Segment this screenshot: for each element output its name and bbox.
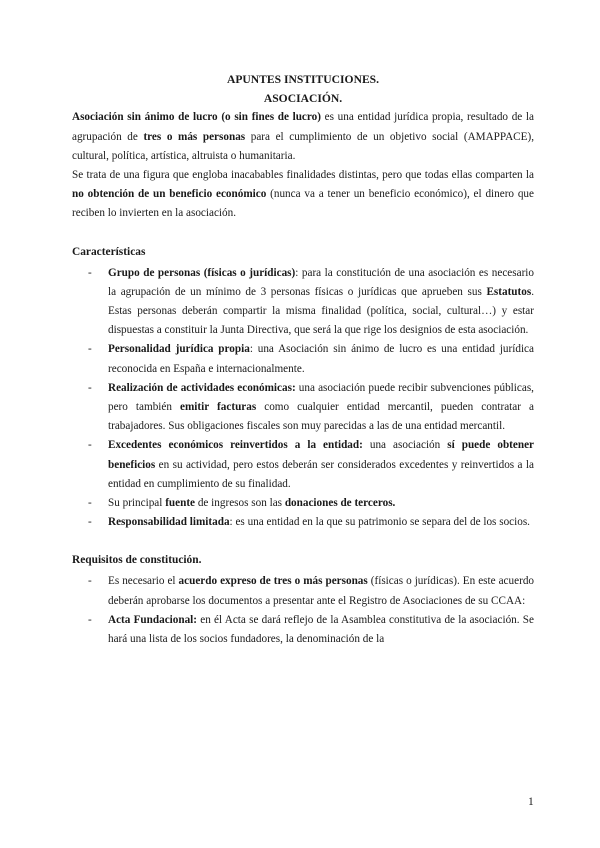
list-item xyxy=(72,611,534,649)
list-dash: - xyxy=(88,497,92,510)
list-dash: - xyxy=(88,381,92,394)
list-dash: - xyxy=(88,516,92,529)
list-item xyxy=(72,264,534,341)
section-heading-requisitos: Requisitos de constitución. xyxy=(72,554,202,567)
intro-paragraph-1 xyxy=(72,108,534,166)
intro-text: es una entidad jurídica propia, resultado de la agrupación de xyxy=(72,111,535,143)
list-dash: - xyxy=(88,439,92,452)
intro-emphasis: tres o más personas xyxy=(143,130,246,143)
list-item-text: como cualquier entidad mercantil, pueden contratar a trabajadores. Sus obligaciones fiscales son muy parecidas a las de una entidad mercantil. xyxy=(108,401,534,433)
list-item-term: Responsabilidad limitada xyxy=(108,516,230,529)
requisitos-list xyxy=(72,572,534,649)
section-heading-caracteristicas: Características xyxy=(72,245,146,258)
list-item xyxy=(72,436,534,494)
list-item-text: en él Acta se dará reflejo de la Asamblea constitutiva de la asociación. Se hará una lista de los socios fundadores, la denominación de la xyxy=(108,613,534,646)
list-item-text: en su actividad, pero estos deberán ser considerados excedentes y reinvertidos a la entidad en cumplimiento de su finalidad. xyxy=(108,458,534,490)
document-title: APUNTES INSTITUCIONES. xyxy=(226,73,380,86)
list-item-term: Realización de actividades económicas: xyxy=(108,381,296,394)
list-item-emphasis: Estatutos xyxy=(486,285,532,298)
list-item-emphasis: sí puede obtener beneficios xyxy=(108,439,535,471)
list-item-text: Su principal xyxy=(108,497,166,510)
intro-paragraph-2 xyxy=(72,166,534,224)
list-item-text: : para la constitución de una asociación es necesario la agrupación de un mínimo de 3 personas físicas o jurídicas que aprueben sus xyxy=(108,266,534,298)
list-item xyxy=(72,494,534,513)
list-dash: - xyxy=(88,613,92,626)
list-item-term: Excedentes económicos reinvertidos a la entidad: xyxy=(108,439,363,452)
list-item xyxy=(72,513,534,532)
document-body xyxy=(72,70,534,649)
list-dash: - xyxy=(88,343,92,356)
list-item-emphasis: emitir facturas xyxy=(180,401,257,414)
list-item-term: fuente xyxy=(165,497,196,510)
intro-emphasis: no obtención de un beneficio económico xyxy=(72,188,267,201)
list-item-text: (físicas o jurídicas). En este acuerdo deberán aprobarse los documentos a presentar ante el Registro de Asociaciones de su CCAA: xyxy=(108,575,535,607)
list-item-text: de ingresos son las xyxy=(195,497,285,510)
list-item-text: una asociación xyxy=(362,439,448,452)
list-item-term: Personalidad jurídica propia xyxy=(108,343,250,356)
intro-text: para el cumplimiento de un objetivo social (AMAPPACE), cultural, política, artística, altruista o humanitaria. xyxy=(72,130,534,162)
list-item-text: : una Asociación sin ánimo de lucro es una entidad jurídica reconocida en España e internacionalmente. xyxy=(108,343,534,375)
list-item-term: acuerdo expreso de tres o más personas xyxy=(178,575,368,588)
caracteristicas-list xyxy=(72,264,534,533)
list-item xyxy=(72,572,534,610)
list-item-emphasis: donaciones de terceros. xyxy=(284,497,396,510)
list-item-text: . Estas personas deberán compartir la misma finalidad (política, social, cultural…) y estar dispuestas a constituir la Junta Directiva, que será la que rige los designios de esta asociación. xyxy=(108,285,534,337)
document-subtitle: ASOCIACIÓN. xyxy=(263,92,343,106)
list-item-term: Grupo de personas (físicas o jurídicas) xyxy=(108,266,296,279)
list-item-text: una asociación puede recibir subvenciones públicas, pero también xyxy=(108,381,534,414)
list-item-term: Acta Fundacional: xyxy=(108,613,198,626)
intro-text: (nunca va a tener un beneficio económico), el dinero que reciben lo invierten en la asociación. xyxy=(72,188,534,220)
list-item-text: : es una entidad en la que su patrimonio se separa del de los socios. xyxy=(229,516,530,529)
intro-term: Asociación sin ánimo de lucro (o sin fines de lucro) xyxy=(72,111,321,124)
list-item xyxy=(72,340,534,378)
intro-text: Se trata de una figura que engloba inacabables finalidades distintas, pero que todas ellas comparten la xyxy=(72,169,534,182)
list-item-text: Es necesario el xyxy=(108,575,179,588)
list-dash: - xyxy=(88,266,92,279)
list-dash: - xyxy=(88,575,92,588)
list-item xyxy=(72,379,534,437)
page-number: 1 xyxy=(528,796,534,808)
